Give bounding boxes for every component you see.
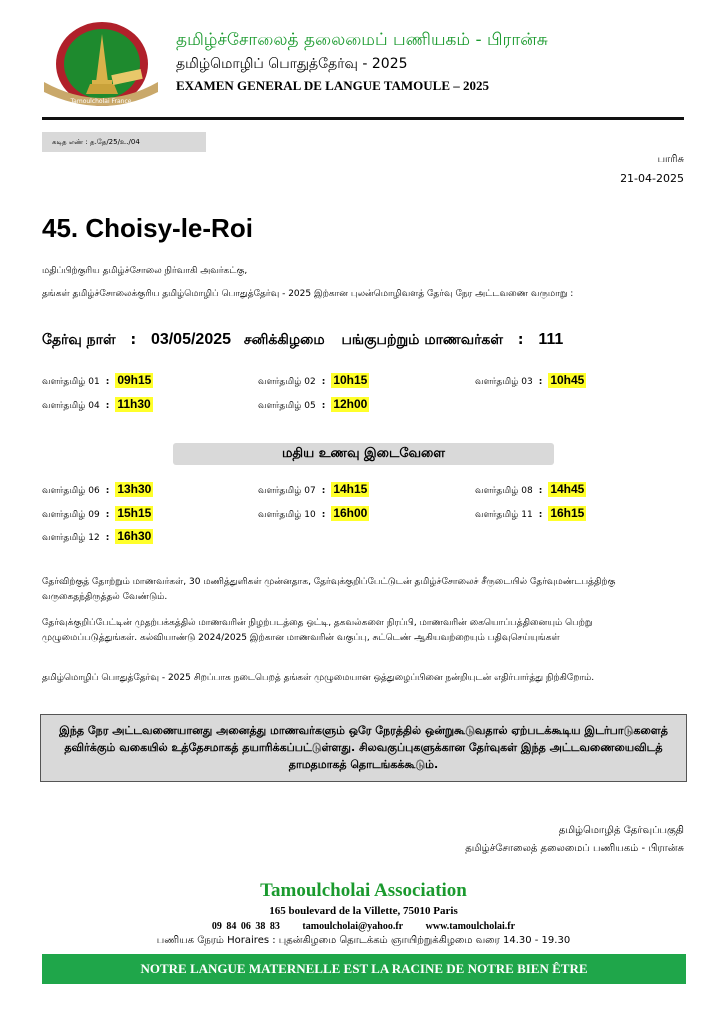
letter-reference: கடித எண் : த.தே/25/உ./04 (42, 132, 206, 152)
exam-date-value: 03/05/2025 (150, 331, 232, 348)
slot-time: 10h45 (550, 373, 585, 387)
contact-line (0, 921, 727, 932)
slot-03: வளர்தமிழ் 03 : 10h45 (475, 373, 585, 387)
signature-line-2: தமிழ்ச்சோலைத் தலைமைப் பணியகம் - பிரான்சு (465, 843, 684, 854)
slot-10: வளர்தமிழ் 10 : 16h00 (258, 506, 368, 520)
slot-12: வளர்தமிழ் 12 : 16h30 (42, 529, 152, 543)
slot-time: 16h15 (550, 506, 585, 520)
phone-number: 09 84 06 38 83 (211, 921, 280, 932)
svg-text:Tamoulcholai France: Tamoulcholai France (70, 98, 132, 105)
instruction-paragraph: தேர்வுக்குறிப்பேட்டின் முதற்பக்கத்தில் மாணவரின் நிழற்படத்தை ஒட்டி, தகவல்களை நிரப்பி, மாணவரின் கையொப்பத்தினையும் பெற்று முழுமைப்படுத்துங்கள். கல்வியாண்டு 2024/2025 இற்கான மாணவரின் வகுப்பு, சுட்டெண் ஆகியவற்றையும் பதிவுசெய்யுங்கள் (42, 618, 593, 643)
slot-time: 10h15 (333, 373, 368, 387)
association-name: Tamoulcholai Association (260, 880, 467, 901)
instruction-paragraph: தேர்விற்குத் தோற்றும் மாணவர்கள், 30 மணித்துளிகள் முன்னதாக, தேர்வுக்குறிப்பேட்டுடன் தமிழ்ச்சோலைச் சீருடையில் தேர்வுமண்டபத்திற்கு வருகைதந்திருத்தல் வேண்டும். (42, 577, 616, 602)
slot-time: 09h15 (117, 373, 152, 387)
participants-count: 111 (538, 331, 564, 348)
exam-day: சனிக்கிழமை (243, 332, 325, 348)
exam-date-label: தேர்வு நாள் (42, 332, 116, 348)
motto-banner: NOTRE LANGUE MATERNELLE EST LA RACINE DE NOTRE BIEN ÊTRE (42, 954, 686, 984)
letter-date: 21-04-2025 (620, 172, 684, 185)
slot-time: 13h30 (117, 482, 152, 496)
place: பாரிசு (657, 154, 684, 165)
slot-09: வளர்தமிழ் 09 : 15h15 (42, 506, 152, 520)
centre-title: 45. Choisy-le-Roi (42, 213, 253, 243)
slot-06: வளர்தமிழ் 06 : 13h30 (42, 482, 152, 496)
slot-time: 16h30 (117, 529, 152, 543)
slot-08: வளர்தமிழ் 08 : 14h45 (475, 482, 585, 496)
notice-box: இந்த நேர அட்டவணையானது அனைத்து மாணவர்களும் ஒரே நேரத்தில் ஒன்றுகூடுவதால் ஏற்படக்கூடிய இடர்பாடுகளைத் தவிர்க்கும் வகையில் உத்தேசமாகத் தயாரிக்கப்பட்டுள்ளது. சிலவகுப்புகளுக்கான தேர்வுகள் இந்த அட்டவணையைவிடத் தாமதமாகத் தொடங்கக்கூடும். (40, 714, 687, 782)
slot-time: 16h00 (333, 506, 368, 520)
slot-07: வளர்தமிழ் 07 : 14h15 (258, 482, 368, 496)
tamoulcholai-logo (42, 20, 160, 112)
slot-time: 12h00 (333, 397, 368, 411)
office-hours: பணியக நேரம் Horaires : புதன்கிழமை தொடக்கம் ஞாயிற்றுக்கிழமை வரை 14.30 - 19.30 (156, 935, 571, 946)
association-address: 165 boulevard de la Villette, 75010 Paris (269, 905, 458, 917)
slot-04: வளர்தமிழ் 04 : 11h30 (42, 397, 151, 411)
slot-time: 15h15 (117, 506, 152, 520)
email-address[interactable]: tamoulcholai@yahoo.fr (302, 921, 404, 932)
closing-paragraph: தமிழ்மொழிப் பொதுத்தேர்வு - 2025 சிறப்பாக நடைபெறத் தங்கள் முழுமையான ஒத்துழைப்பினை நன்றியுடன் எதிர்பார்த்து நிற்கிறோம். (42, 673, 595, 683)
exam-title-tamil: தமிழ்மொழிப் பொதுத்தேர்வு - 2025 (176, 56, 408, 72)
slot-time: 14h45 (550, 482, 585, 496)
org-title: தமிழ்ச்சோலைத் தலைமைப் பணியகம் - பிரான்சு (176, 30, 548, 50)
intro-text: தங்கள் தமிழ்ச்சோலைக்குரிய தமிழ்மொழிப் பொதுத்தேர்வு - 2025 இற்கான புலன்மொழிவளத் தேர்வு நேர அட்டவணை வருமாறு : (42, 289, 574, 299)
slot-01: வளர்தமிழ் 01 : 09h15 (42, 373, 152, 387)
website-link[interactable]: www.tamoulcholai.fr (425, 921, 516, 932)
slot-05: வளர்தமிழ் 05 : 12h00 (258, 397, 368, 411)
slot-11: வளர்தமிழ் 11 : 16h15 (475, 506, 585, 520)
slot-time: 11h30 (117, 397, 151, 411)
slot-time: 14h15 (333, 482, 368, 496)
header-divider (42, 117, 684, 120)
lunch-break-banner: மதிய உணவு இடைவேளை (173, 443, 554, 465)
slot-02: வளர்தமிழ் 02 : 10h15 (258, 373, 368, 387)
signature-line-1: தமிழ்மொழித் தேர்வுப்பகுதி (558, 825, 684, 836)
salutation: மதிப்பிற்குரிய தமிழ்ச்சோலை நிர்வாகி அவர்கட்கு, (42, 266, 248, 276)
exam-info-line: தேர்வு நாள் : 03/05/2025 சனிக்கிழமை பங்குபற்றும் மாணவர்கள் : 111 (42, 331, 564, 348)
exam-title-french: EXAMEN GENERAL DE LANGUE TAMOULE – 2025 (176, 78, 489, 93)
participants-label: பங்குபற்றும் மாணவர்கள் (341, 332, 504, 348)
